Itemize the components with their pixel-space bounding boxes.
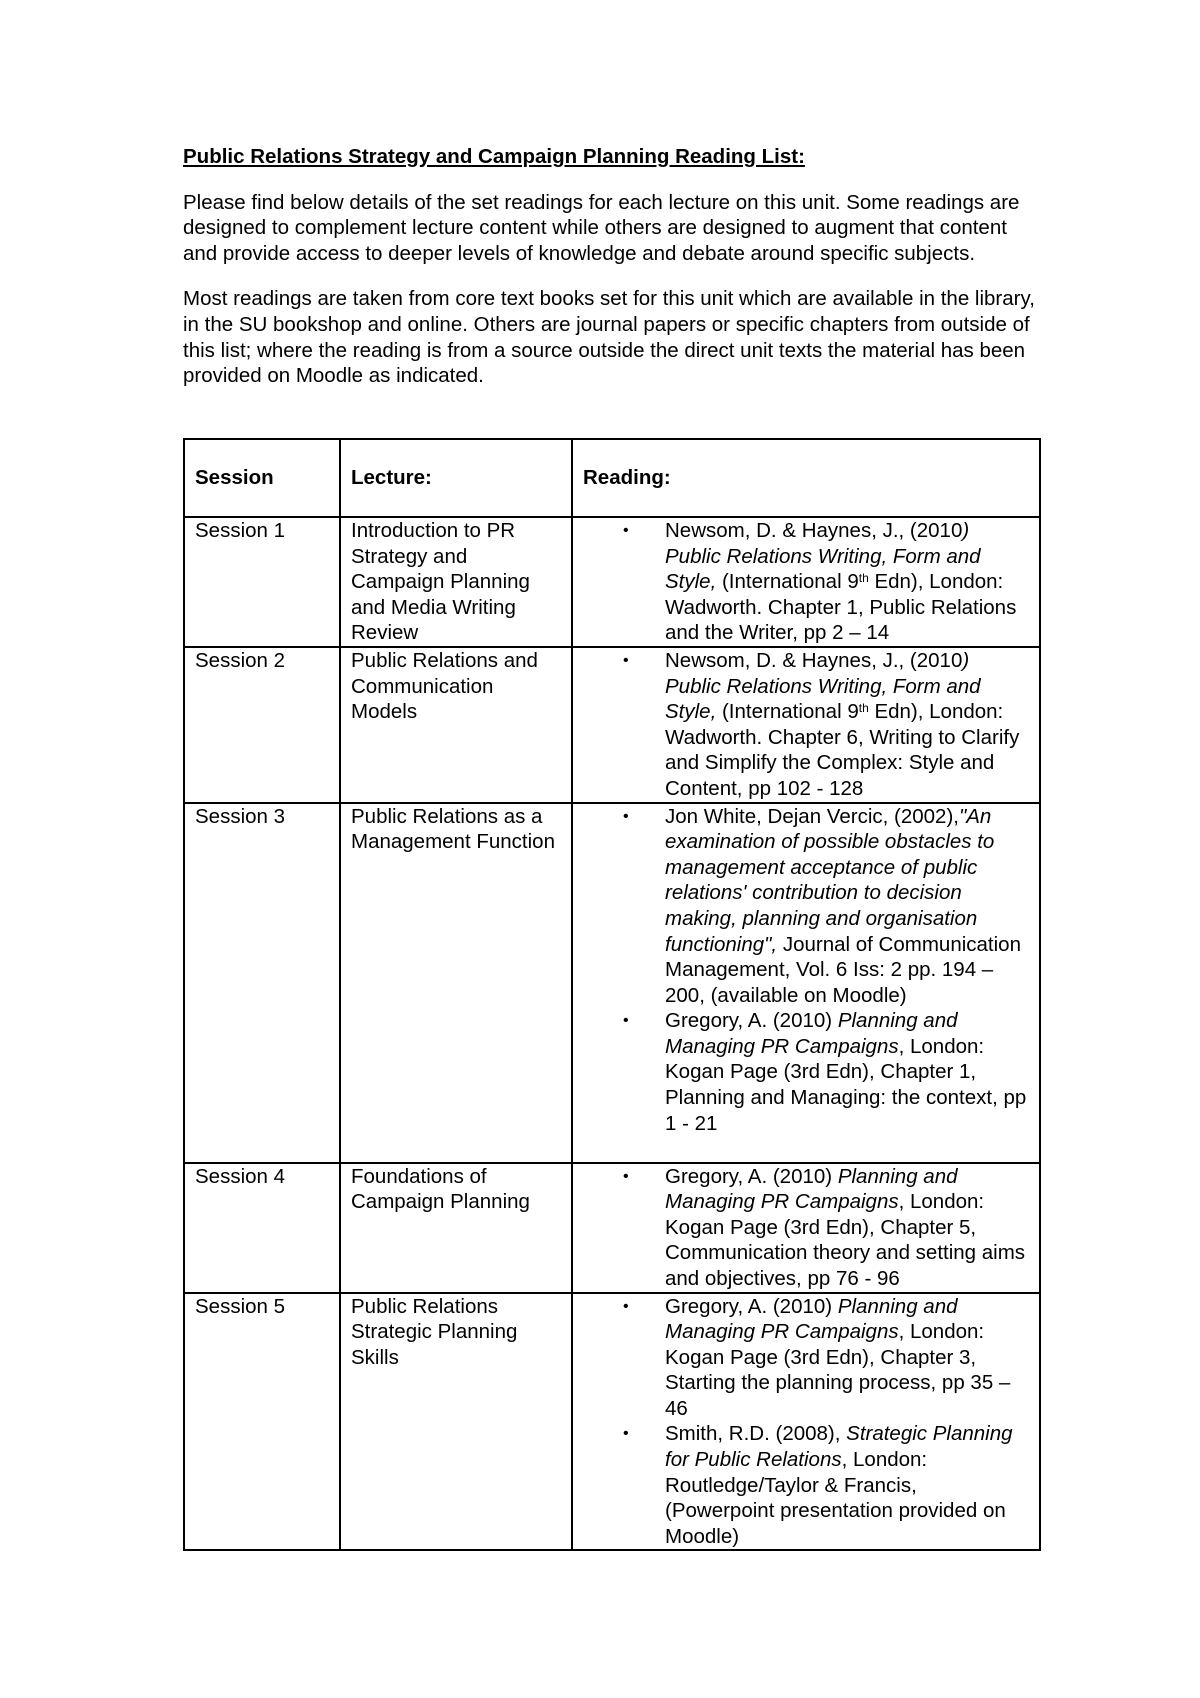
reading-list	[583, 1294, 1029, 1550]
citation-part-d: Edn), London: Wadworth. Chapter 6, Writing to Clarify and Simplify the Complex: Style and Content, pp 102 - 128	[665, 700, 1020, 800]
citation-part-b: ) Public Relations Writing, Form and Style,	[665, 519, 981, 594]
reading-cell	[572, 647, 1040, 803]
reading-cell	[572, 1163, 1040, 1293]
table-header-row	[184, 439, 1040, 517]
citation-part-a: Smith, R.D. (2008),	[665, 1422, 847, 1446]
lecture-cell: Introduction to PR Strategy and Campaign Planning and Media Writing Review	[340, 517, 572, 647]
header-lecture: Lecture:	[340, 439, 572, 517]
reading-list	[583, 1164, 1029, 1292]
header-reading: Reading:	[572, 439, 1040, 517]
list-item	[623, 1164, 1029, 1292]
bullet-icon: •	[623, 1012, 629, 1030]
citation-part-a: Gregory, A. (2010)	[665, 1009, 838, 1033]
session-cell: Session 1	[184, 517, 340, 647]
table-row	[184, 803, 1040, 1163]
citation-part-b: "An examination of possible obstacles to management acceptance of public relations' contribution to decision making, planning and organisation functioning",	[665, 804, 995, 956]
bullet-icon: •	[623, 1297, 629, 1315]
lecture-cell: Public Relations Strategic Planning Skills	[340, 1293, 572, 1551]
session-cell: Session 2	[184, 647, 340, 803]
list-item	[623, 518, 1029, 646]
citation-part-b: ) Public Relations Writing, Form and Style,	[665, 648, 981, 724]
document-title: Public Relations Strategy and Campaign Planning Reading List:	[183, 145, 805, 168]
citation-part-c: (International 9	[716, 570, 859, 594]
citation-part-c: , London: Routledge/Taylor & Francis, (Powerpoint presentation provided on Moodle)	[665, 1448, 1006, 1548]
document-body	[183, 144, 1039, 409]
citation-part-a: Newsom, D. & Haynes, J., (2010	[665, 648, 963, 672]
citation-part-a: Gregory, A. (2010)	[665, 1294, 838, 1318]
list-item	[623, 1008, 1029, 1136]
lecture-cell: Public Relations and Communication Models	[340, 647, 572, 803]
table-row	[184, 647, 1040, 803]
bullet-icon: •	[623, 651, 629, 669]
bullet-icon: •	[623, 522, 629, 539]
citation-part-c: , London: Kogan Page (3rd Edn), Chapter 3, Starting the planning process, pp 35 – 46	[665, 1320, 1011, 1420]
citation-part-sup: th	[858, 701, 869, 716]
reading-cell	[572, 1293, 1040, 1551]
lecture-cell: Foundations of Campaign Planning	[340, 1163, 572, 1293]
sources-paragraph: Most readings are taken from core text books set for this unit which are available in the library, in the SU bookshop and online. Others are journal papers or specific chapters from outside of this list; where the reading is from a source outside the direct unit texts the material has been provided on Moodle as indicated.	[183, 287, 1035, 388]
citation-part-d: Edn), London: Wadworth. Chapter 1, Public Relations and the Writer, pp 2 – 14	[665, 570, 1017, 645]
intro-paragraph: Please find below details of the set readings for each lecture on this unit. Some readings are designed to complement lecture content while others are designed to augment that content and provide access to deeper levels of knowledge and debate around specific subjects.	[183, 190, 1020, 265]
table-row	[184, 517, 1040, 647]
citation-part-b: Strategic Planning for Public Relations	[665, 1422, 1013, 1472]
citation-part-c: (International 9	[716, 700, 859, 724]
list-item	[623, 1294, 1029, 1422]
bullet-icon: •	[623, 807, 629, 825]
bullet-icon: •	[623, 1167, 629, 1185]
citation-part-c: , London: Kogan Page (3rd Edn), Chapter 1, Planning and Managing: the context, pp 1 - 21	[665, 1034, 1027, 1135]
citation-part-a: Jon White, Dejan Vercic, (2002),	[665, 804, 959, 828]
citation-part-b: Planning and Managing PR Campaigns	[665, 1294, 958, 1344]
session-cell: Session 4	[184, 1163, 340, 1293]
citation-part-c: , London: Kogan Page (3rd Edn), Chapter 5, Communication theory and setting aims and objectives, pp 76 - 96	[665, 1190, 1026, 1290]
reading-cell	[572, 803, 1040, 1163]
table-row	[184, 1163, 1040, 1293]
lecture-cell: Public Relations as a Management Function	[340, 803, 572, 1163]
reading-list	[583, 518, 1029, 646]
citation-part-b: Planning and Managing PR Campaigns	[665, 1009, 958, 1058]
reading-list-table	[183, 438, 1041, 1551]
citation-part-b: Planning and Managing PR Campaigns	[665, 1164, 958, 1214]
list-item	[623, 648, 1029, 802]
citation-part-c: Journal of Communication Management, Vol. 6 Iss: 2 pp. 194 – 200, (available on Moodle)	[665, 932, 1021, 1007]
citation-part-a: Newsom, D. & Haynes, J., (2010	[665, 519, 963, 542]
citation-part-sup: th	[858, 571, 869, 586]
reading-list	[583, 648, 1029, 802]
session-cell: Session 3	[184, 803, 340, 1163]
list-item	[623, 1421, 1029, 1549]
bullet-icon: •	[623, 1425, 629, 1443]
session-cell: Session 5	[184, 1293, 340, 1551]
table-row	[184, 1293, 1040, 1551]
header-session: Session	[184, 439, 340, 517]
citation-part-a: Gregory, A. (2010)	[665, 1164, 838, 1188]
list-item	[623, 804, 1029, 1009]
reading-cell	[572, 517, 1040, 647]
reading-list	[583, 804, 1029, 1137]
